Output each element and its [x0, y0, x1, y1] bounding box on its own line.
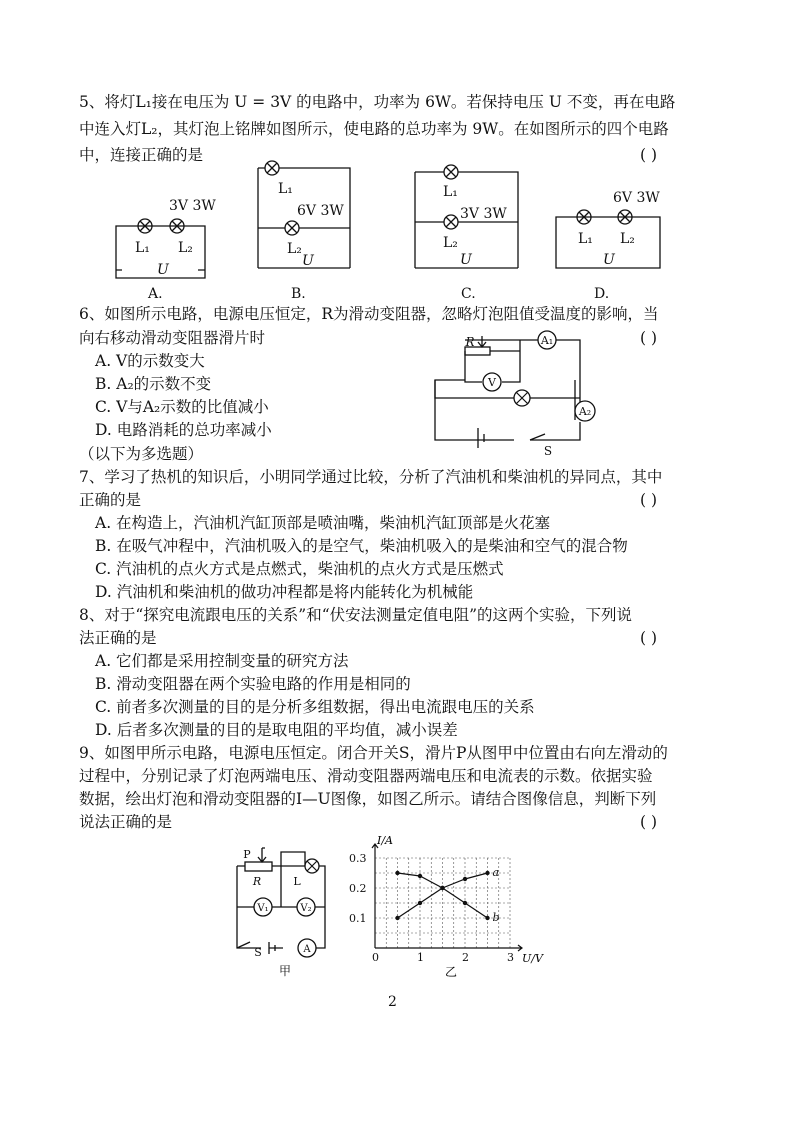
q5-d-rating: 6V 3W: [613, 190, 660, 206]
q6-answer-paren: ( ): [640, 329, 658, 347]
y-tick-label: 0.3: [349, 852, 367, 865]
q5-b-label: B.: [291, 286, 306, 302]
q5-b-rating: 6V 3W: [297, 203, 344, 219]
y-axis: [372, 844, 378, 948]
q5-c-l1: L₁: [443, 184, 458, 200]
q5-a-rating: 3V 3W: [169, 198, 216, 214]
q5-line3: 中，连接正确的是: [79, 146, 204, 164]
q5-line1: 5、将灯L₁接在电压为 U = 3V 的电路中，功率为 6W。若保持电压 U 不变，再在电路: [79, 93, 676, 111]
q9-line1: 9、如图甲所示电路，电源电压恒定。闭合开关S，滑片P从图甲中位置由右向左滑动的: [79, 744, 668, 762]
chart-y-axis-label: I/A: [377, 834, 393, 847]
q7-line1: 7、学习了热机的知识后，小明同学通过比较，分析了汽油机和柴油机的异同点，其中: [79, 468, 663, 486]
data-point-b: [485, 916, 489, 920]
q9-circuit-jia: [225, 838, 345, 978]
q9-answer-paren: ( ): [640, 813, 658, 831]
q8-line1: 8、对于“探究电流跟电压的关系”和“伏安法测量定值电阻”的这两个实验，下列说: [79, 606, 633, 624]
q5-a-l1: L₁: [135, 240, 150, 256]
q9-yi-caption: 乙: [445, 965, 458, 979]
data-point-b: [418, 874, 422, 878]
q9-p-label: P: [243, 848, 251, 861]
q9-l-label: L: [293, 875, 301, 888]
q7-answer-paren: ( ): [640, 491, 658, 509]
x-axis: [375, 945, 522, 951]
q6-line2: 向右移动滑动变阻器滑片时: [79, 329, 266, 347]
q7-line2: 正确的是: [79, 491, 142, 509]
q8-option-a: A. 它们都是采用控制变量的研究方法: [95, 652, 349, 670]
q6-option-b: B. A₂的示数不变: [95, 375, 212, 393]
data-point-b: [440, 886, 444, 890]
q5-d-u: U: [603, 252, 615, 268]
x-tick-label: 1: [417, 951, 424, 964]
x-tick-label: 0: [372, 951, 379, 964]
q9-line4: 说法正确的是: [79, 813, 173, 831]
q6-a1-label: A₁: [540, 334, 554, 347]
q6-a2-label: A₂: [578, 405, 592, 418]
q7-option-d: D. 汽油机和柴油机的做功冲程都是将内能转化为机械能: [95, 583, 474, 601]
q9-a-label: A: [303, 944, 311, 955]
data-point-a: [485, 871, 489, 875]
page-number: 2: [388, 994, 397, 1010]
q6-option-d: D. 电路消耗的总功率减小: [95, 421, 272, 439]
y-tick-label: 0.1: [349, 912, 367, 925]
q5-c-rating: 3V 3W: [460, 206, 507, 222]
q5-b-l1: L₁: [278, 181, 293, 197]
q6-option-c: C. V与A₂示数的比值减小: [95, 398, 269, 416]
chart-x-axis-label: U/V: [522, 952, 543, 965]
q5-d-l2: L₂: [620, 231, 635, 247]
q5-answer-paren: ( ): [640, 146, 658, 164]
data-point-a: [463, 877, 467, 881]
q5-c-label: C.: [461, 286, 476, 302]
data-point-b: [395, 871, 399, 875]
q7-option-a: A. 在构造上，汽油机汽缸顶部是喷油嘴，柴油机汽缸顶部是火花塞: [95, 514, 551, 532]
q6-circuit: [430, 330, 610, 460]
q9-line3: 数据，绘出灯泡和滑动变阻器的I—U图像，如图乙所示。请结合图像信息，判断下列: [79, 790, 657, 808]
q7-option-c: C. 汽油机的点火方式是点燃式，柴油机的点火方式是压燃式: [95, 560, 504, 578]
x-tick-label: 3: [507, 951, 514, 964]
q5-c-u: U: [460, 252, 472, 268]
q9-v2-label: V₂: [300, 903, 312, 914]
q8-option-d: D. 后者多次测量的目的是取电阻的平均值，减小误差: [95, 721, 458, 739]
series-label-a: a: [492, 866, 500, 879]
q5-b-l2: L₂: [287, 241, 302, 257]
q5-circuits: [0, 160, 794, 320]
q6-option-a: A. V的示数变大: [95, 352, 205, 370]
q8-answer-paren: ( ): [640, 629, 658, 647]
q7-option-b: B. 在吸气冲程中，汽油机吸入的是空气，柴油机吸入的是柴油和空气的混合物: [95, 537, 628, 555]
q9-s-label: S: [254, 946, 262, 959]
q5-d-label: D.: [594, 286, 610, 302]
q5-line2: 中连入灯L₂，其灯泡上铭牌如图所示，使电路的总功率为 9W。在如图所示的四个电路: [79, 120, 669, 138]
x-tick-label: 2: [462, 951, 469, 964]
series-label-b: b: [492, 911, 500, 924]
q6-v-label: V: [488, 376, 496, 389]
q5-a-l2: L₂: [178, 240, 193, 256]
q5-a-u: U: [157, 262, 169, 278]
q8-line2: 法正确的是: [79, 629, 157, 647]
q5-c-l2: L₂: [443, 235, 458, 251]
q5-a-label: A.: [148, 286, 163, 302]
q9-r-label: R: [252, 875, 262, 888]
q9-jia-caption: 甲: [278, 964, 292, 978]
q9-v1-label: V₁: [257, 903, 269, 914]
y-tick-label: 0.2: [349, 882, 367, 895]
q6-r-label: R: [465, 335, 475, 349]
q9-iu-chart: [345, 830, 543, 980]
data-point-b: [463, 901, 467, 905]
data-point-a: [395, 916, 399, 920]
multi-choice-note: （以下为多选题）: [79, 445, 204, 463]
q5-d-l1: L₁: [578, 231, 593, 247]
q8-option-c: C. 前者多次测量的目的是分析多组数据，得出电流跟电压的关系: [95, 698, 535, 716]
q8-option-b: B. 滑动变阻器在两个实验电路的作用是相同的: [95, 675, 411, 693]
q9-line2: 过程中，分别记录了灯泡两端电压、滑动变阻器两端电压和电流表的示数。依据实验: [79, 767, 653, 785]
q6-line1: 6、如图所示电路，电源电压恒定，R为滑动变阻器，忽略灯泡阻值受温度的影响，当: [79, 305, 659, 323]
data-point-a: [418, 901, 422, 905]
q6-s-label: S: [543, 444, 553, 458]
q5-b-u: U: [302, 253, 314, 269]
